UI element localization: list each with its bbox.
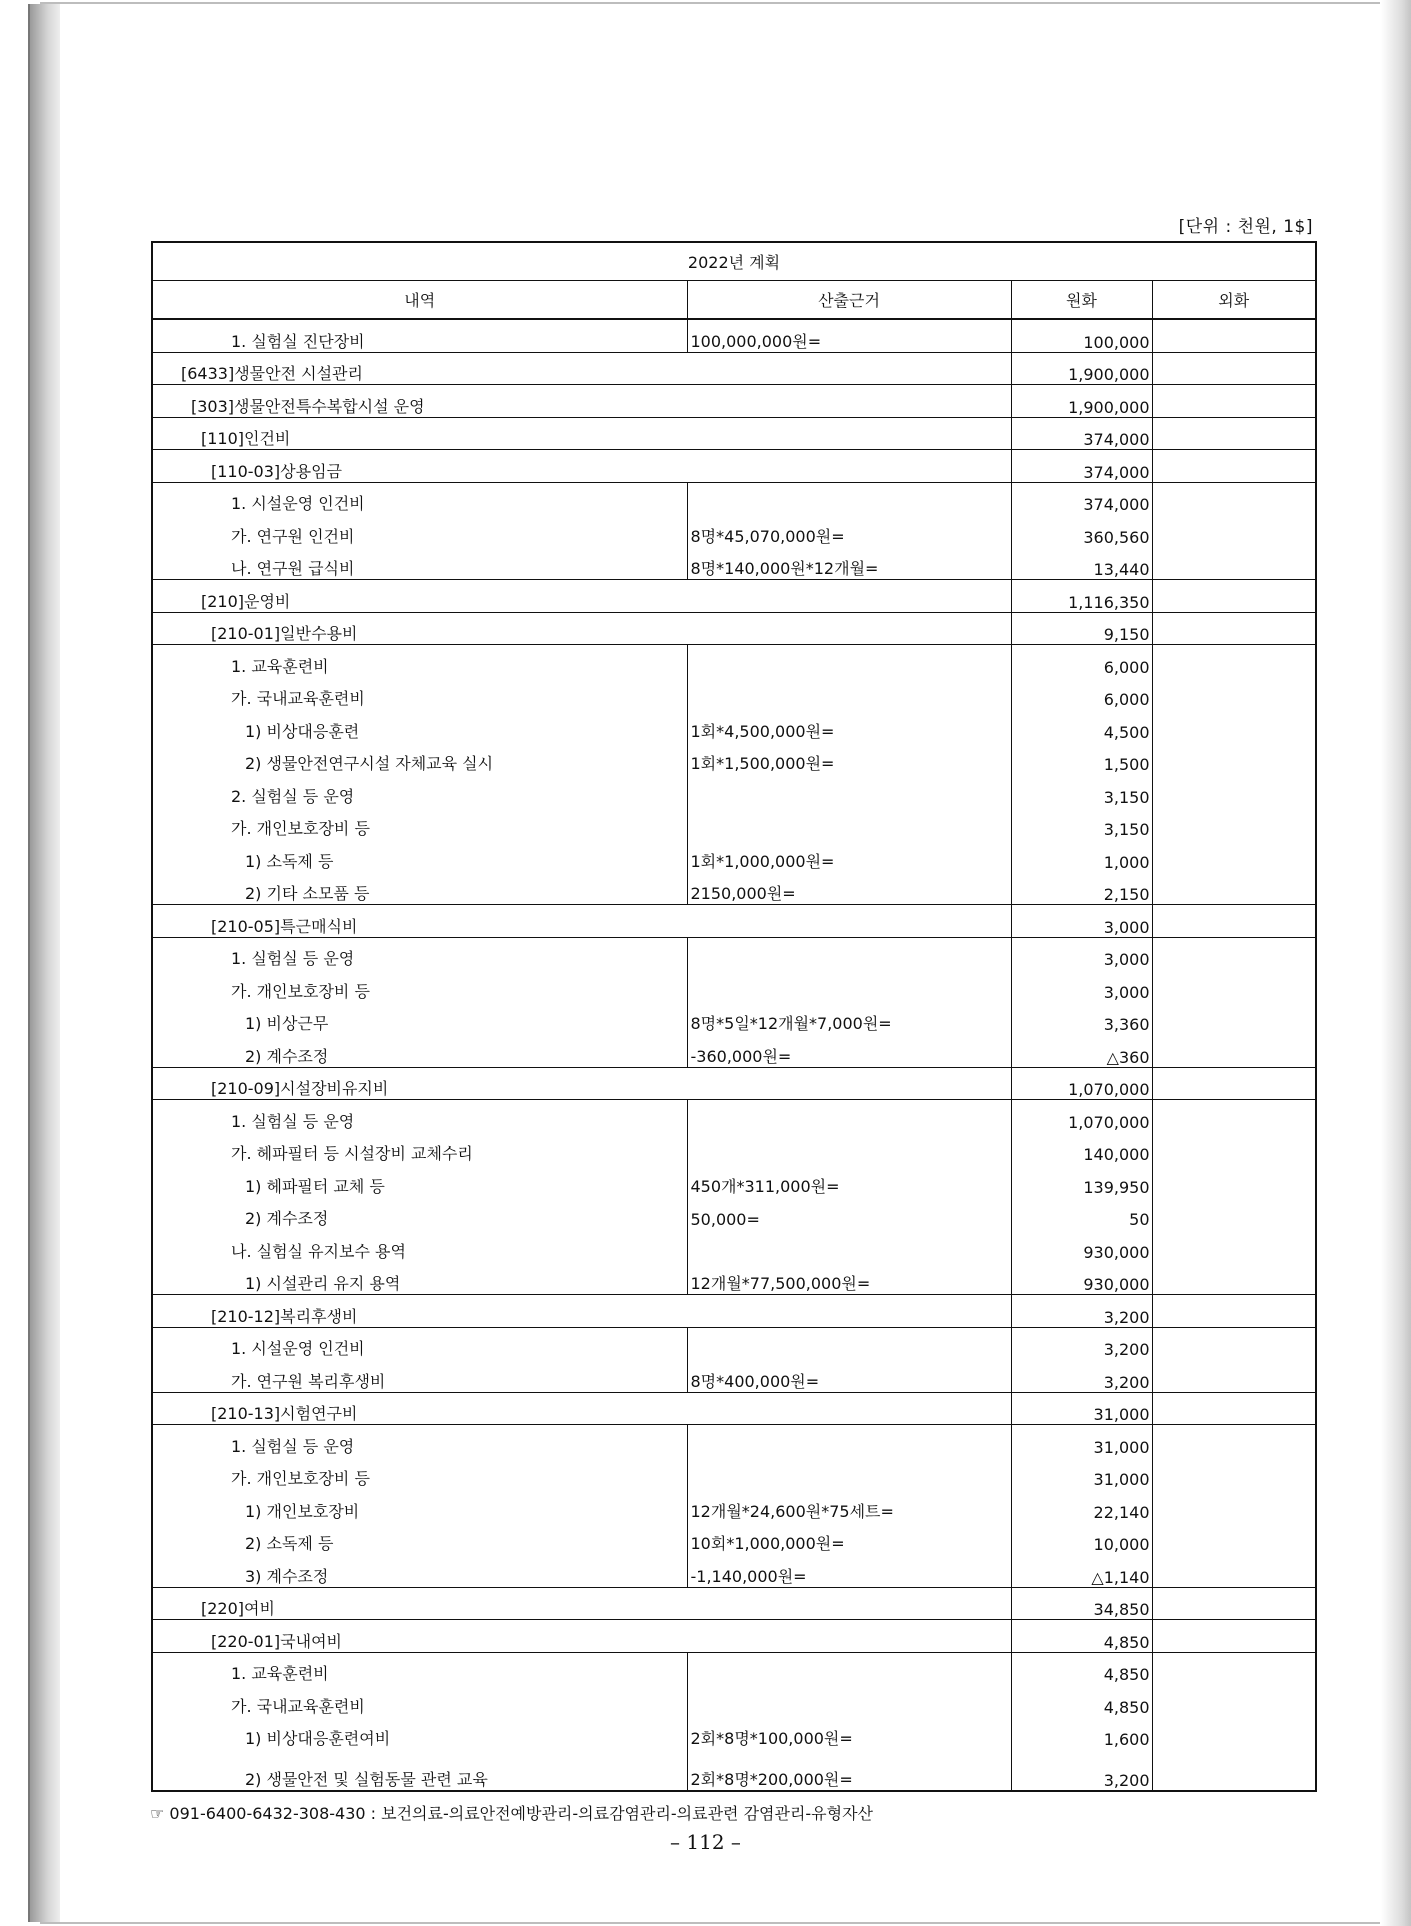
row-description: [220]여비	[152, 1587, 1011, 1620]
table-row	[152, 807, 1316, 840]
row-amount-foreign	[1152, 1165, 1316, 1198]
row-amount-foreign	[1152, 352, 1316, 385]
page-number: – 112 –	[670, 1830, 741, 1854]
table-row	[152, 1587, 1316, 1620]
row-amount-krw: 374,000	[1011, 450, 1152, 483]
row-amount-krw: 31,000	[1011, 1425, 1152, 1458]
row-description: 1) 개인보호장비	[152, 1490, 687, 1523]
row-amount-foreign	[1152, 840, 1316, 873]
row-amount-krw: 9,150	[1011, 612, 1152, 645]
row-description: [210-13]시험연구비	[152, 1392, 1011, 1425]
row-description: 나. 실험실 유지보수 용역	[152, 1230, 687, 1263]
page-bottom-border	[40, 1922, 1380, 1924]
row-description: 1) 소독제 등	[152, 840, 687, 873]
row-amount-foreign	[1152, 1457, 1316, 1490]
table-row	[152, 1197, 1316, 1230]
table-row	[152, 742, 1316, 775]
table-row	[152, 1132, 1316, 1165]
row-description: [210-09]시설장비유지비	[152, 1067, 1011, 1100]
budget-table	[151, 241, 1317, 1792]
row-amount-foreign	[1152, 1425, 1316, 1458]
row-basis: -1,140,000원=	[687, 1555, 1011, 1588]
row-description: 3) 계수조정	[152, 1555, 687, 1588]
table-row	[152, 905, 1316, 938]
row-amount-krw: 13,440	[1011, 547, 1152, 580]
table-row	[152, 1555, 1316, 1588]
column-header-basis: 산출근거	[687, 281, 1011, 320]
row-description: 1. 실험실 등 운영	[152, 1100, 687, 1133]
table-row	[152, 547, 1316, 580]
row-amount-krw: 930,000	[1011, 1230, 1152, 1263]
table-row	[152, 385, 1316, 418]
row-basis	[687, 807, 1011, 840]
row-amount-krw: 31,000	[1011, 1392, 1152, 1425]
row-description: 1. 실험실 등 운영	[152, 937, 687, 970]
footnote: ☞ 091-6400-6432-308-430 : 보건의료-의료안전예방관리-의료감염관리-의료관련 감염관리-유형자산	[150, 1804, 874, 1823]
row-amount-krw: 50	[1011, 1197, 1152, 1230]
table-row	[152, 352, 1316, 385]
row-basis	[687, 482, 1011, 515]
row-description: 2) 생물안전 및 실험동물 관련 교육	[152, 1750, 687, 1792]
row-description: 2) 계수조정	[152, 1197, 687, 1230]
unit-label: [단위 : 천원, 1$]	[1178, 217, 1313, 237]
row-amount-krw: 930,000	[1011, 1262, 1152, 1295]
row-basis	[687, 1685, 1011, 1718]
table-row	[152, 1327, 1316, 1360]
row-amount-foreign	[1152, 612, 1316, 645]
row-description: 나. 연구원 급식비	[152, 547, 687, 580]
row-basis: 2회*8명*200,000원=	[687, 1750, 1011, 1792]
row-description: [6433]생물안전 시설관리	[152, 352, 1011, 385]
row-basis: 12개월*24,600원*75세트=	[687, 1490, 1011, 1523]
row-basis: 100,000,000원=	[687, 319, 1011, 352]
row-basis: 8명*5일*12개월*7,000원=	[687, 1002, 1011, 1035]
row-amount-krw: 6,000	[1011, 677, 1152, 710]
row-description: [303]생물안전특수복합시설 운영	[152, 385, 1011, 418]
row-amount-krw: 1,600	[1011, 1717, 1152, 1750]
row-amount-foreign	[1152, 742, 1316, 775]
row-description: 1) 비상근무	[152, 1002, 687, 1035]
row-amount-krw: 10,000	[1011, 1522, 1152, 1555]
row-amount-foreign	[1152, 905, 1316, 938]
row-description: 1) 비상대응훈련여비	[152, 1717, 687, 1750]
row-description: 가. 연구원 인건비	[152, 515, 687, 548]
row-amount-krw: 1,500	[1011, 742, 1152, 775]
row-amount-krw: 3,200	[1011, 1295, 1152, 1328]
row-amount-krw: 139,950	[1011, 1165, 1152, 1198]
row-amount-krw: 3,200	[1011, 1750, 1152, 1792]
row-description: [210]운영비	[152, 580, 1011, 613]
table-row	[152, 1392, 1316, 1425]
row-basis: 8명*140,000원*12개월=	[687, 547, 1011, 580]
table-row	[152, 1067, 1316, 1100]
row-amount-foreign	[1152, 1035, 1316, 1068]
table-row	[152, 710, 1316, 743]
row-amount-foreign	[1152, 1522, 1316, 1555]
column-header-krw: 원화	[1011, 281, 1152, 320]
year-header: 2022년 계획	[152, 242, 1316, 281]
row-basis: 1회*1,000,000원=	[687, 840, 1011, 873]
row-amount-foreign	[1152, 937, 1316, 970]
row-description: [210-12]복리후생비	[152, 1295, 1011, 1328]
table-row	[152, 417, 1316, 450]
row-description: 1. 시설운영 인건비	[152, 1327, 687, 1360]
table-row	[152, 645, 1316, 678]
row-description: 2) 기타 소모품 등	[152, 872, 687, 905]
row-description: [210-05]특근매식비	[152, 905, 1011, 938]
row-amount-krw: 1,900,000	[1011, 385, 1152, 418]
row-amount-krw: 1,070,000	[1011, 1067, 1152, 1100]
table-row	[152, 872, 1316, 905]
row-basis	[687, 1132, 1011, 1165]
row-description: 가. 연구원 복리후생비	[152, 1360, 687, 1393]
row-amount-krw: 374,000	[1011, 482, 1152, 515]
row-amount-krw: 3,000	[1011, 970, 1152, 1003]
row-amount-foreign	[1152, 1132, 1316, 1165]
row-basis: 2회*8명*100,000원=	[687, 1717, 1011, 1750]
table-row	[152, 677, 1316, 710]
row-amount-foreign	[1152, 1100, 1316, 1133]
row-amount-krw: 1,070,000	[1011, 1100, 1152, 1133]
row-amount-krw: 100,000	[1011, 319, 1152, 352]
row-description: 가. 개인보호장비 등	[152, 1457, 687, 1490]
row-amount-foreign	[1152, 1490, 1316, 1523]
row-amount-krw: 1,000	[1011, 840, 1152, 873]
row-basis: 450개*311,000원=	[687, 1165, 1011, 1198]
row-amount-foreign	[1152, 1002, 1316, 1035]
page-binding-edge	[28, 4, 60, 1922]
row-basis	[687, 645, 1011, 678]
row-amount-foreign	[1152, 970, 1316, 1003]
row-amount-krw: 4,500	[1011, 710, 1152, 743]
row-amount-foreign	[1152, 450, 1316, 483]
row-amount-krw: 3,360	[1011, 1002, 1152, 1035]
table-row	[152, 1165, 1316, 1198]
row-basis	[687, 1327, 1011, 1360]
row-basis: -360,000원=	[687, 1035, 1011, 1068]
table-row	[152, 319, 1316, 352]
row-amount-krw: 3,200	[1011, 1327, 1152, 1360]
row-amount-foreign	[1152, 1587, 1316, 1620]
table-row	[152, 775, 1316, 808]
row-description: 1. 교육훈련비	[152, 645, 687, 678]
row-amount-krw: △360	[1011, 1035, 1152, 1068]
row-amount-foreign	[1152, 1555, 1316, 1588]
row-description: 가. 헤파필터 등 시설장비 교체수리	[152, 1132, 687, 1165]
table-row	[152, 1360, 1316, 1393]
row-amount-krw: 3,150	[1011, 807, 1152, 840]
row-amount-foreign	[1152, 872, 1316, 905]
row-amount-krw: 6,000	[1011, 645, 1152, 678]
row-amount-krw: △1,140	[1011, 1555, 1152, 1588]
row-description: 1. 시설운영 인건비	[152, 482, 687, 515]
table-row	[152, 482, 1316, 515]
row-amount-foreign	[1152, 775, 1316, 808]
row-description: 가. 개인보호장비 등	[152, 970, 687, 1003]
table-row	[152, 1457, 1316, 1490]
row-amount-foreign	[1152, 1620, 1316, 1653]
row-amount-krw: 3,000	[1011, 905, 1152, 938]
row-basis	[687, 1100, 1011, 1133]
row-basis	[687, 937, 1011, 970]
budget-table-body	[152, 319, 1316, 1791]
row-basis	[687, 1457, 1011, 1490]
page-top-border	[40, 2, 1380, 4]
row-description: 1. 실험실 진단장비	[152, 319, 687, 352]
row-description: [220-01]국내여비	[152, 1620, 1011, 1653]
row-amount-krw: 360,560	[1011, 515, 1152, 548]
row-description: [110-03]상용임금	[152, 450, 1011, 483]
row-amount-foreign	[1152, 319, 1316, 352]
table-row	[152, 1002, 1316, 1035]
table-row	[152, 1100, 1316, 1133]
table-row	[152, 1717, 1316, 1750]
row-description: 1) 헤파필터 교체 등	[152, 1165, 687, 1198]
table-row	[152, 1652, 1316, 1685]
row-basis	[687, 775, 1011, 808]
row-basis: 8명*400,000원=	[687, 1360, 1011, 1393]
row-amount-foreign	[1152, 710, 1316, 743]
table-row	[152, 840, 1316, 873]
row-description: 1) 비상대응훈련	[152, 710, 687, 743]
row-amount-krw: 31,000	[1011, 1457, 1152, 1490]
row-amount-foreign	[1152, 1262, 1316, 1295]
row-amount-foreign	[1152, 1067, 1316, 1100]
row-description: [110]인건비	[152, 417, 1011, 450]
row-description: 1) 시설관리 유지 용역	[152, 1262, 687, 1295]
row-basis: 2150,000원=	[687, 872, 1011, 905]
row-basis	[687, 677, 1011, 710]
row-basis: 1회*1,500,000원=	[687, 742, 1011, 775]
row-amount-krw: 3,000	[1011, 937, 1152, 970]
row-amount-krw: 4,850	[1011, 1652, 1152, 1685]
table-row	[152, 450, 1316, 483]
row-amount-krw: 34,850	[1011, 1587, 1152, 1620]
row-amount-krw: 22,140	[1011, 1490, 1152, 1523]
table-row	[152, 1035, 1316, 1068]
row-basis: 50,000=	[687, 1197, 1011, 1230]
row-amount-foreign	[1152, 547, 1316, 580]
row-basis: 12개월*77,500,000원=	[687, 1262, 1011, 1295]
row-amount-krw: 140,000	[1011, 1132, 1152, 1165]
row-amount-foreign	[1152, 580, 1316, 613]
budget-table-wrapper	[151, 241, 1315, 1792]
row-basis: 8명*45,070,000원=	[687, 515, 1011, 548]
table-row	[152, 1262, 1316, 1295]
table-row	[152, 515, 1316, 548]
row-amount-foreign	[1152, 1750, 1316, 1792]
row-amount-foreign	[1152, 1685, 1316, 1718]
row-amount-foreign	[1152, 645, 1316, 678]
table-row	[152, 1620, 1316, 1653]
table-row	[152, 937, 1316, 970]
column-header-description: 내역	[152, 281, 687, 320]
row-basis	[687, 1425, 1011, 1458]
row-amount-krw: 3,150	[1011, 775, 1152, 808]
row-description: 2) 계수조정	[152, 1035, 687, 1068]
row-amount-foreign	[1152, 385, 1316, 418]
row-basis	[687, 1652, 1011, 1685]
row-amount-foreign	[1152, 515, 1316, 548]
row-amount-krw: 3,200	[1011, 1360, 1152, 1393]
row-amount-foreign	[1152, 1295, 1316, 1328]
column-header-foreign: 외화	[1152, 281, 1316, 320]
row-basis	[687, 970, 1011, 1003]
row-basis: 10회*1,000,000원=	[687, 1522, 1011, 1555]
row-amount-foreign	[1152, 1717, 1316, 1750]
row-amount-krw: 374,000	[1011, 417, 1152, 450]
row-amount-krw: 1,900,000	[1011, 352, 1152, 385]
row-amount-foreign	[1152, 1392, 1316, 1425]
row-description: 1. 교육훈련비	[152, 1652, 687, 1685]
row-description: 2) 생물안전연구시설 자체교육 실시	[152, 742, 687, 775]
table-row	[152, 580, 1316, 613]
row-amount-foreign	[1152, 1327, 1316, 1360]
row-description: 1. 실험실 등 운영	[152, 1425, 687, 1458]
row-description: 2) 소독제 등	[152, 1522, 687, 1555]
row-amount-foreign	[1152, 417, 1316, 450]
table-row	[152, 1295, 1316, 1328]
table-row	[152, 1685, 1316, 1718]
page-right-edge	[1381, 0, 1411, 1926]
row-basis	[687, 1230, 1011, 1263]
row-amount-foreign	[1152, 1360, 1316, 1393]
row-description: 가. 국내교육훈련비	[152, 1685, 687, 1718]
table-row	[152, 612, 1316, 645]
row-amount-foreign	[1152, 807, 1316, 840]
row-amount-foreign	[1152, 1652, 1316, 1685]
row-amount-foreign	[1152, 1230, 1316, 1263]
table-row	[152, 1425, 1316, 1458]
row-amount-krw: 2,150	[1011, 872, 1152, 905]
row-description: 가. 개인보호장비 등	[152, 807, 687, 840]
table-row	[152, 1522, 1316, 1555]
row-description: [210-01]일반수용비	[152, 612, 1011, 645]
row-amount-foreign	[1152, 1197, 1316, 1230]
row-amount-krw: 4,850	[1011, 1685, 1152, 1718]
table-row	[152, 1750, 1316, 1792]
row-amount-krw: 1,116,350	[1011, 580, 1152, 613]
table-row	[152, 1230, 1316, 1263]
row-description: 2. 실험실 등 운영	[152, 775, 687, 808]
table-row	[152, 970, 1316, 1003]
row-amount-krw: 4,850	[1011, 1620, 1152, 1653]
table-row	[152, 1490, 1316, 1523]
row-description: 가. 국내교육훈련비	[152, 677, 687, 710]
row-amount-foreign	[1152, 482, 1316, 515]
row-basis: 1회*4,500,000원=	[687, 710, 1011, 743]
row-amount-foreign	[1152, 677, 1316, 710]
